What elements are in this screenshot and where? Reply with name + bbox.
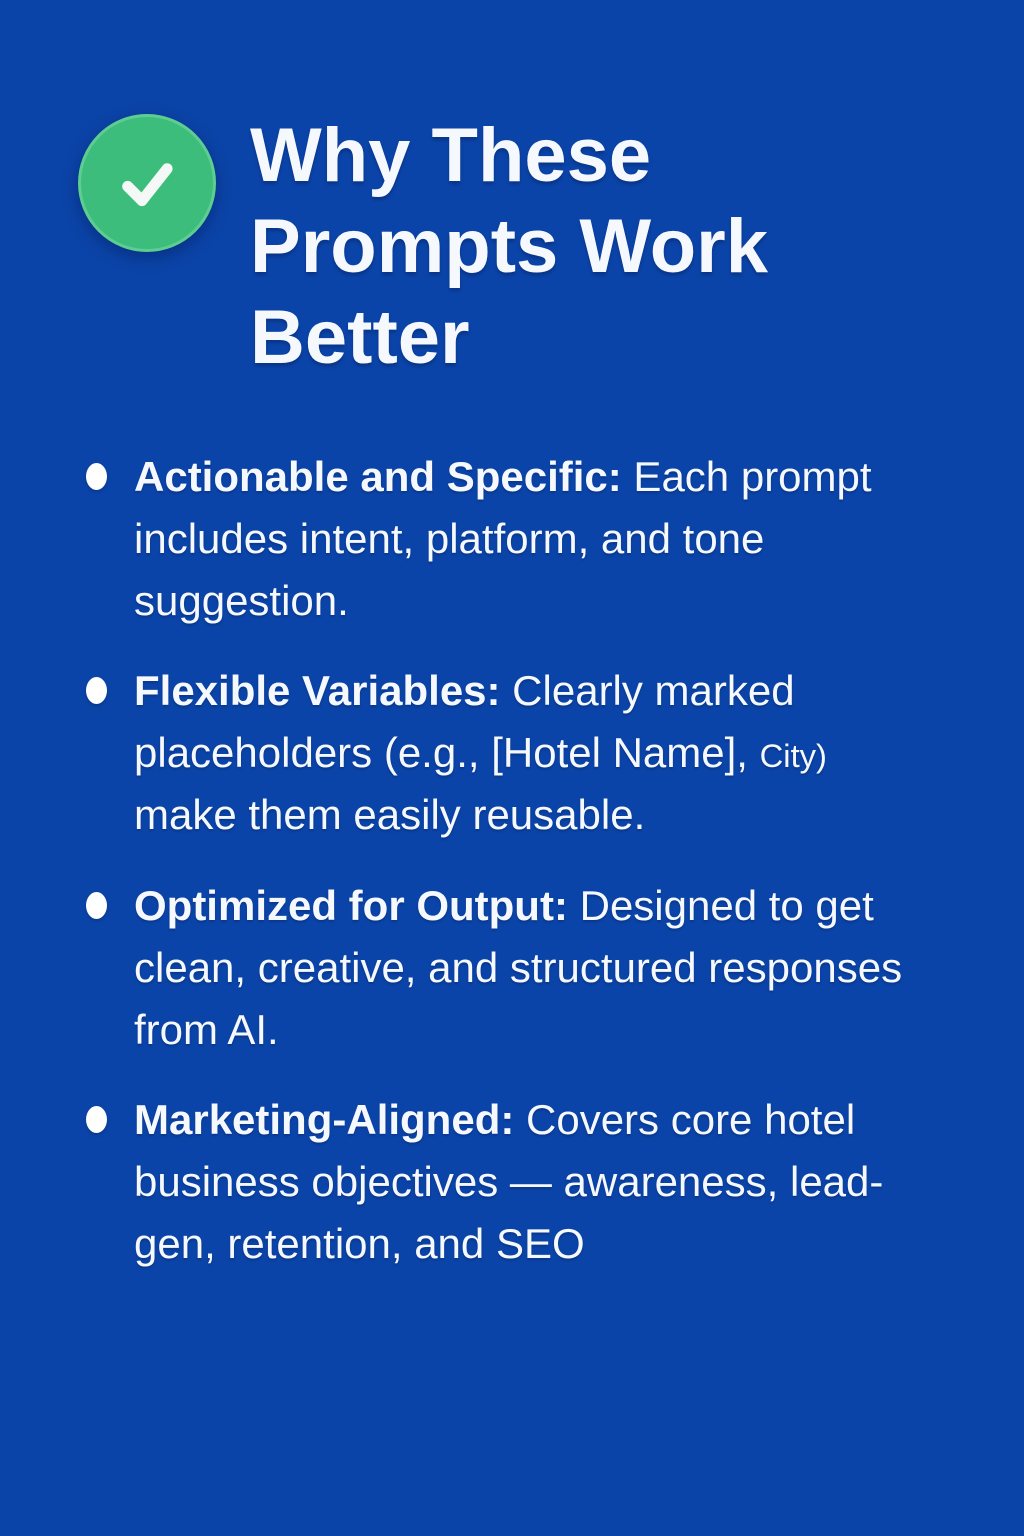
benefits-list [0,446,1024,1276]
title-line-3: Better [250,295,470,381]
bullet-lead: Optimized for Output: [134,881,568,929]
bullet-dot-icon [86,677,107,704]
bullet-dot-icon [86,463,107,490]
list-item-flexible [86,660,964,846]
bullet-lead: Marketing-Aligned: [134,1095,515,1143]
bullet-text [134,660,924,846]
bullet-body-end: make them easily reusable. [134,791,646,839]
bullet-body: Clearly marked placeholders (e.g., [Hotel Name], [134,667,795,777]
title-line-2: Prompts Work [250,204,769,290]
list-item-actionable [86,446,964,632]
bullet-text [134,1089,924,1275]
header [0,0,1024,384]
bullet-lead: Actionable and Specific: [134,452,622,500]
bullet-text [134,446,924,632]
page-title [250,110,768,384]
check-icon [78,114,216,252]
title-line-1: Why These [250,113,652,198]
list-item-marketing [86,1089,964,1275]
bullet-dot-icon [86,892,107,919]
list-item-optimized [86,875,964,1061]
bullet-body: Each prompt includes intent, platform, and tone suggestion. [134,452,872,624]
bullet-text [134,875,924,1061]
bullet-body: Designed to get clean, creative, and structured responses from AI. [134,881,903,1053]
bullet-lead: Flexible Variables: [134,667,501,715]
bullet-dot-icon [86,1106,107,1133]
bullet-body-small: City) [759,737,827,775]
bullet-body: Covers core hotel business objectives — awareness, lead-gen, retention, and SEO [134,1095,884,1268]
